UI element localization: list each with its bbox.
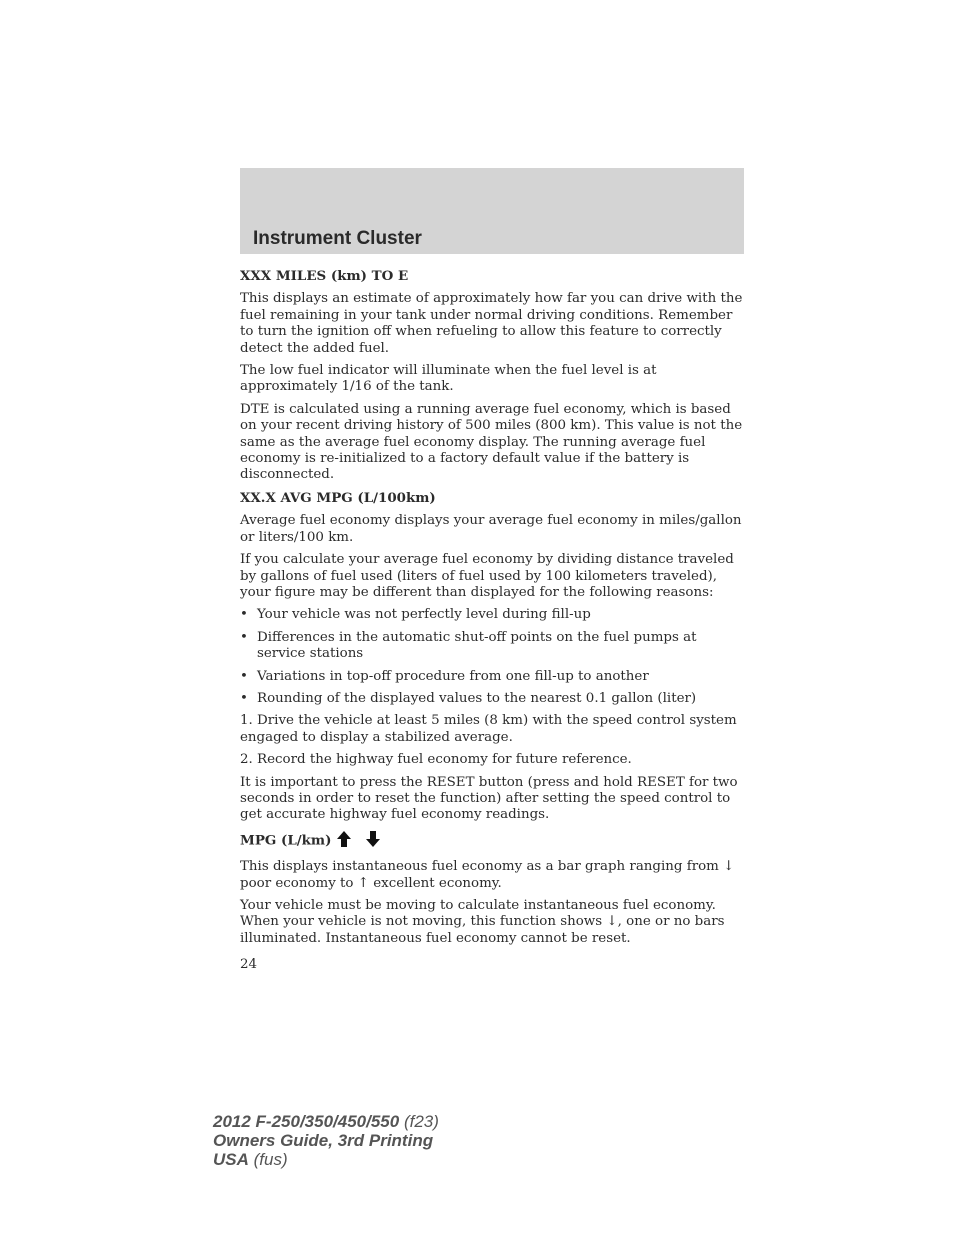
list-item: • Rounding of the displayed values to the nearest 0.1 gallon (liter) <box>240 691 744 707</box>
page-content <box>240 266 744 974</box>
text-run: , one or no bars illuminated. Instantaneous fuel economy cannot be reset. <box>240 914 725 946</box>
footer-line-1 <box>213 1112 439 1131</box>
paragraph <box>240 859 744 892</box>
down-arrow-glyph: ↓ <box>723 859 735 875</box>
section-header-band <box>240 168 744 254</box>
footer-model: 2012 F-250/350/450/550 <box>213 1112 400 1131</box>
text-run: Your vehicle must be moving to calculate instantaneous fuel economy. When your vehicle is not moving, this function shows <box>240 898 716 930</box>
footer-guide: Owners Guide, 3rd Printing <box>213 1131 434 1150</box>
reasons-list <box>240 607 744 707</box>
paragraph: This displays an estimate of approximately how far you can drive with the fuel remaining in your tank under normal driving conditions. Remember to turn the ignition off when refueling to allow this feature to correctly detect the added fuel. <box>240 291 743 356</box>
up-arrow-glyph: ↑ <box>357 875 369 891</box>
paragraph: Average fuel economy displays your average fuel economy in miles/gallon or liters/100 km. <box>240 513 742 545</box>
paragraph: DTE is calculated using a running average fuel economy, which is based on your recent driving history of 500 miles (800 km). This value is not the same as the average fuel economy display. The running average fuel economy is re-initialized to a factory default value if the battery is disconnected. <box>240 401 743 483</box>
section-heading-avg-mpg: XX.X AVG MPG (L/100km) <box>240 489 436 506</box>
section-heading-miles-to-empty: XXX MILES (km) TO E <box>240 268 409 284</box>
footer-line-3 <box>213 1150 439 1169</box>
list-item: • Differences in the automatic shut-off points on the fuel pumps at service stations <box>240 630 744 663</box>
paragraph <box>240 898 744 947</box>
step-2: 2. Record the highway fuel economy for future reference. <box>240 752 632 768</box>
footer-market-code: (fus) <box>248 1150 288 1169</box>
arrow-up-icon <box>336 830 352 852</box>
text-run: excellent economy. <box>368 875 502 891</box>
arrow-down-icon <box>365 830 381 852</box>
paragraph: If you calculate your average fuel economy by dividing distance traveled by gallons of fuel used (liters of fuel used by 100 kilometers traveled), your figure may be different than displayed for the following reasons: <box>240 552 734 600</box>
paragraph: It is important to press the RESET button (press and hold RESET for two seconds in order to reset the function) after setting the speed control to get accurate highway fuel economy readings. <box>240 774 738 823</box>
section-heading-instant-mpg <box>240 830 744 852</box>
footer-market: USA <box>213 1150 249 1169</box>
down-arrow-glyph: ↓ <box>606 914 618 930</box>
step-1: 1. Drive the vehicle at least 5 miles (8 km) with the speed control system engaged to display a stabilized average. <box>240 713 737 745</box>
section-heading-instant-mpg-text: MPG (L/km) <box>240 832 332 849</box>
document-footer <box>213 1112 439 1169</box>
list-item: • Your vehicle was not perfectly level during fill-up <box>240 607 744 623</box>
footer-code: (f23) <box>399 1112 439 1131</box>
text-run: This displays instantaneous fuel economy as a bar graph ranging from <box>240 859 724 875</box>
list-item: • Variations in top-off procedure from one fill-up to another <box>240 669 744 685</box>
paragraph: The low fuel indicator will illuminate when the fuel level is at approximately 1/16 of the tank. <box>240 363 657 395</box>
page-number: 24 <box>240 957 258 973</box>
text-run: poor economy to <box>240 875 358 891</box>
footer-line-2 <box>213 1131 439 1150</box>
page-title: Instrument Cluster <box>253 228 422 249</box>
